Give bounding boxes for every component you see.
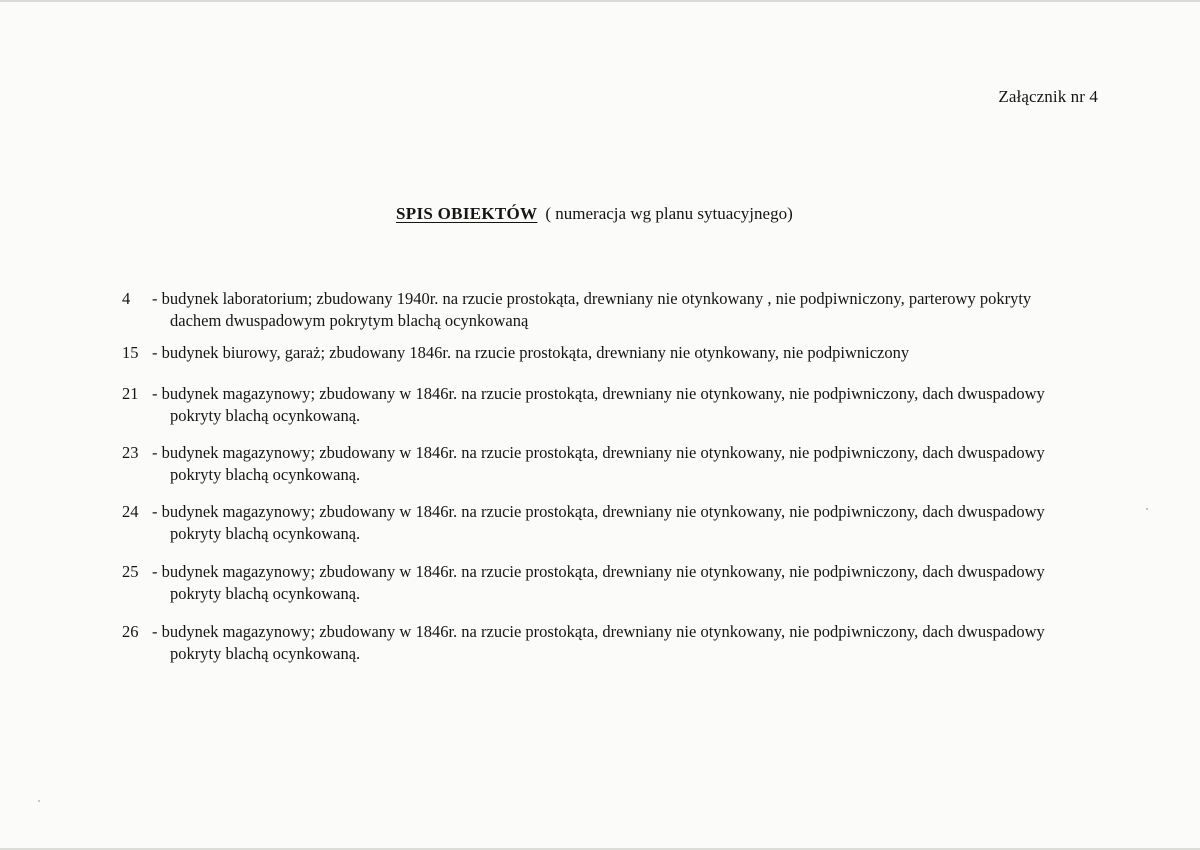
entry-number: 21	[122, 384, 139, 403]
entry-number: 26	[122, 622, 139, 641]
list-item	[122, 288, 1102, 332]
attachment-label: Załącznik nr 4	[998, 87, 1098, 106]
list-item	[122, 561, 1102, 605]
entry-description: - budynek laboratorium; zbudowany 1940r. na rzucie prostokąta, drewniany nie otynkowany , nie podpiwniczony, parterowy pokryty	[152, 289, 1032, 308]
entry-description: - budynek magazynowy; zbudowany w 1846r. na rzucie prostokąta, drewniany nie otynkowany, nie podpiwniczony, dach dwuspadowy	[152, 443, 1045, 462]
document-title	[396, 204, 793, 224]
entry-number: 15	[122, 343, 139, 362]
entry-continuation: pokryty blachą ocynkowaną.	[170, 584, 361, 603]
entry-description: - budynek magazynowy; zbudowany w 1846r. na rzucie prostokąta, drewniany nie otynkowany, nie podpiwniczony, dach dwuspadowy	[152, 502, 1045, 521]
entry-continuation: pokryty blachą ocynkowaną.	[170, 644, 361, 663]
entry-continuation: dachem dwuspadowym pokrytym blachą ocynkowaną	[170, 311, 529, 330]
entry-description: - budynek magazynowy; zbudowany w 1846r. na rzucie prostokąta, drewniany nie otynkowany, nie podpiwniczony, dach dwuspadowy	[152, 562, 1045, 581]
entry-description: - budynek biurowy, garaż; zbudowany 1846r. na rzucie prostokąta, drewniany nie otynkowany, nie podpiwniczony	[152, 343, 910, 362]
entry-number: 25	[122, 562, 139, 581]
entry-description: - budynek magazynowy; zbudowany w 1846r. na rzucie prostokąta, drewniany nie otynkowany, nie podpiwniczony, dach dwuspadowy	[152, 384, 1045, 403]
list-item	[122, 442, 1102, 486]
entry-continuation: pokryty blachą ocynkowaną.	[170, 524, 361, 543]
entry-number: 4	[122, 289, 131, 308]
title-subtitle: ( numeracja wg planu sytuacyjnego)	[545, 204, 793, 223]
scan-edge-top	[0, 0, 1200, 2]
list-item	[122, 342, 1102, 364]
entry-number: 24	[122, 502, 139, 521]
entry-continuation: pokryty blachą ocynkowaną.	[170, 465, 361, 484]
entry-continuation: pokryty blachą ocynkowaną.	[170, 406, 361, 425]
list-item	[122, 501, 1102, 545]
scan-speck	[38, 800, 40, 802]
list-item	[122, 621, 1102, 665]
entry-number: 23	[122, 443, 139, 462]
entry-description: - budynek magazynowy; zbudowany w 1846r. na rzucie prostokąta, drewniany nie otynkowany, nie podpiwniczony, dach dwuspadowy	[152, 622, 1045, 641]
list-item	[122, 383, 1102, 427]
scan-speck	[1146, 508, 1148, 510]
title-main: SPIS OBIEKTÓW	[396, 204, 538, 223]
